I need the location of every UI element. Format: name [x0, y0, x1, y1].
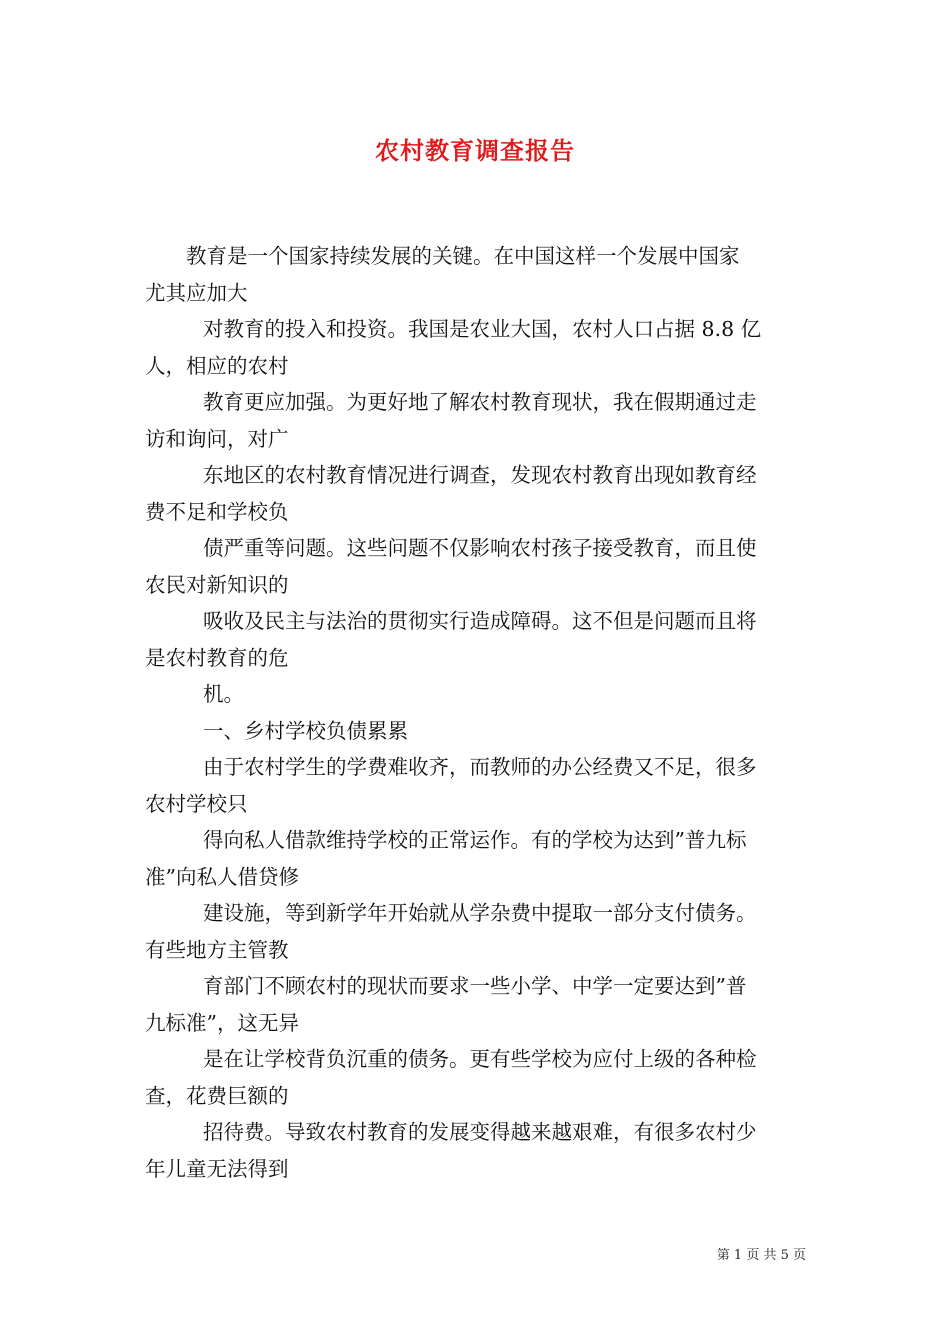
body-line: 债严重等问题。这些问题不仅影响农村孩子接受教育，而且使 [203, 536, 757, 560]
body-line: 育部门不顾农村的现状而要求一些小学、中学一定要达到”普 [203, 974, 747, 998]
body-line: 九标准”，这无异 [145, 1010, 299, 1035]
body-line: 建设施，等到新学年开始就从学杂费中提取一部分支付债务。 [203, 901, 757, 925]
page-number: 第 1 页 共 5 页 [716, 1248, 806, 1263]
body-line: 尤其应加大 [145, 280, 248, 305]
body-line: 东地区的农村教育情况进行调查，发现农村教育出现如教育经 [203, 463, 757, 487]
section-heading: 一、乡村学校负债累累 [203, 718, 408, 743]
body-line: 是农村教育的危 [145, 645, 289, 670]
document-body [145, 238, 815, 1187]
body-line: 访和询问，对广 [145, 426, 289, 451]
body-line: 年儿童无法得到 [145, 1156, 289, 1181]
body-line: 查，花费巨额的 [145, 1083, 289, 1108]
body-line: 对教育的投入和投资。我国是农业大国，农村人口占据 8.8 亿 [203, 317, 762, 341]
body-line: 教育是一个国家持续发展的关键。在中国这样一个发展中国家 [186, 244, 740, 268]
body-line: 招待费。导致农村教育的发展变得越来越艰难，有很多农村少 [203, 1120, 757, 1144]
body-line: 机。 [203, 682, 244, 706]
body-line: 农村学校只 [145, 791, 248, 816]
body-line: 教育更应加强。为更好地了解农村教育现状，我在假期通过走 [203, 390, 757, 414]
body-line: 准”向私人借贷修 [145, 864, 299, 889]
body-line: 有些地方主管教 [145, 937, 289, 962]
body-line: 是在让学校背负沉重的债务。更有些学校为应付上级的各种检 [203, 1047, 757, 1071]
document-title: 农村教育调查报告 [375, 137, 575, 165]
body-line: 费不足和学校负 [145, 499, 289, 524]
body-line: 得向私人借款维持学校的正常运作。有的学校为达到”普九标 [203, 828, 747, 852]
body-line: 农民对新知识的 [145, 572, 289, 597]
body-line: 由于农村学生的学费难收齐，而教师的办公经费又不足，很多 [203, 755, 757, 779]
body-line: 人，相应的农村 [145, 353, 289, 378]
body-line: 吸收及民主与法治的贯彻实行造成障碍。这不但是问题而且将 [203, 609, 757, 633]
